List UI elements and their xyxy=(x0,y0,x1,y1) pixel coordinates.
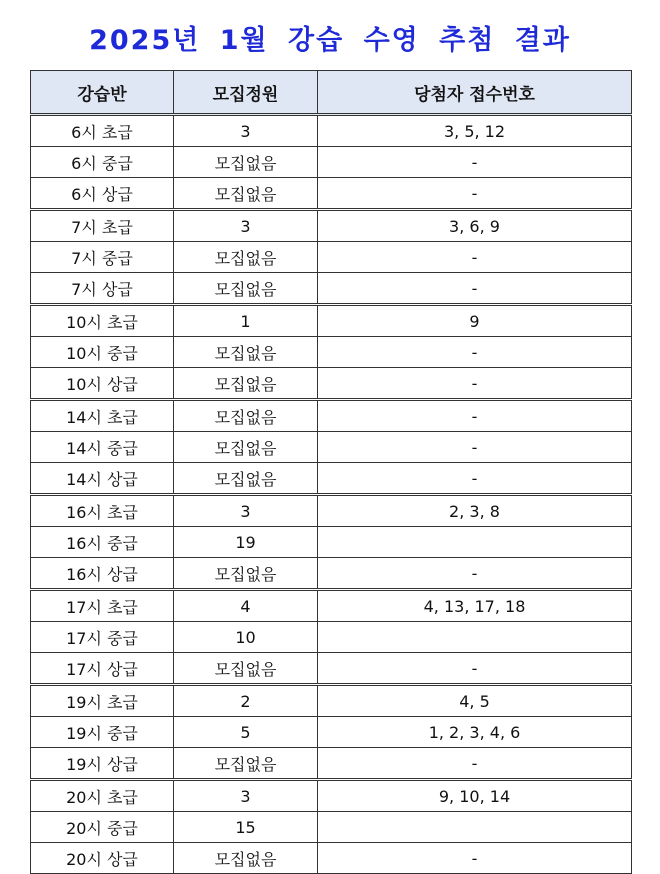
lottery-result-table xyxy=(30,70,632,874)
winners-cell: - xyxy=(318,368,632,400)
class-cell: 17시 초급 xyxy=(31,590,174,622)
table-row xyxy=(31,558,632,590)
capacity-cell: 3 xyxy=(174,210,318,242)
capacity-cell: 모집없음 xyxy=(174,748,318,780)
winners-cell: - xyxy=(318,178,632,210)
table-row xyxy=(31,463,632,495)
winners-cell: - xyxy=(318,337,632,368)
capacity-cell: 4 xyxy=(174,590,318,622)
class-cell: 17시 중급 xyxy=(31,622,174,653)
table-row xyxy=(31,780,632,812)
table-row xyxy=(31,717,632,748)
table-row xyxy=(31,305,632,337)
winners-cell: 3, 6, 9 xyxy=(318,210,632,242)
winners-cell: - xyxy=(318,653,632,685)
class-cell: 20시 중급 xyxy=(31,812,174,843)
table-row xyxy=(31,337,632,368)
class-cell: 16시 초급 xyxy=(31,495,174,527)
table-row xyxy=(31,115,632,147)
capacity-cell: 모집없음 xyxy=(174,432,318,463)
winners-cell: - xyxy=(318,400,632,432)
class-cell: 19시 중급 xyxy=(31,717,174,748)
winners-cell: 2, 3, 8 xyxy=(318,495,632,527)
class-cell: 17시 상급 xyxy=(31,653,174,685)
class-cell: 14시 중급 xyxy=(31,432,174,463)
class-cell: 19시 초급 xyxy=(31,685,174,717)
capacity-cell: 3 xyxy=(174,495,318,527)
class-cell: 20시 초급 xyxy=(31,780,174,812)
class-cell: 10시 중급 xyxy=(31,337,174,368)
class-cell: 6시 중급 xyxy=(31,147,174,178)
winners-cell xyxy=(318,812,632,843)
winners-cell: - xyxy=(318,273,632,305)
table-row xyxy=(31,843,632,874)
table-row xyxy=(31,147,632,178)
header-class: 강습반 xyxy=(31,71,174,115)
capacity-cell: 모집없음 xyxy=(174,653,318,685)
class-cell: 19시 상급 xyxy=(31,748,174,780)
winners-cell: 1, 2, 3, 4, 6 xyxy=(318,717,632,748)
capacity-cell: 모집없음 xyxy=(174,147,318,178)
capacity-cell: 모집없음 xyxy=(174,178,318,210)
winners-cell xyxy=(318,622,632,653)
table-row xyxy=(31,432,632,463)
table-row xyxy=(31,273,632,305)
winners-cell: - xyxy=(318,463,632,495)
class-cell: 10시 상급 xyxy=(31,368,174,400)
class-cell: 10시 초급 xyxy=(31,305,174,337)
table-row xyxy=(31,622,632,653)
winners-cell: - xyxy=(318,432,632,463)
capacity-cell: 1 xyxy=(174,305,318,337)
capacity-cell: 모집없음 xyxy=(174,368,318,400)
capacity-cell: 19 xyxy=(174,527,318,558)
class-cell: 7시 초급 xyxy=(31,210,174,242)
capacity-cell: 15 xyxy=(174,812,318,843)
capacity-cell: 모집없음 xyxy=(174,273,318,305)
class-cell: 16시 중급 xyxy=(31,527,174,558)
table-row xyxy=(31,495,632,527)
winners-cell: - xyxy=(318,558,632,590)
page-title: 2025년 1월 강습 수영 추첨 결과 xyxy=(89,25,571,56)
winners-cell: 3, 5, 12 xyxy=(318,115,632,147)
table-row xyxy=(31,653,632,685)
class-cell: 6시 초급 xyxy=(31,115,174,147)
winners-cell: 4, 5 xyxy=(318,685,632,717)
winners-cell: 9, 10, 14 xyxy=(318,780,632,812)
capacity-cell: 3 xyxy=(174,115,318,147)
table-row xyxy=(31,812,632,843)
table-row xyxy=(31,590,632,622)
table-row xyxy=(31,527,632,558)
table-row xyxy=(31,210,632,242)
capacity-cell: 5 xyxy=(174,717,318,748)
class-cell: 14시 상급 xyxy=(31,463,174,495)
class-cell: 20시 상급 xyxy=(31,843,174,874)
header-capacity: 모집정원 xyxy=(174,71,318,115)
table-row xyxy=(31,748,632,780)
capacity-cell: 모집없음 xyxy=(174,843,318,874)
capacity-cell: 2 xyxy=(174,685,318,717)
class-cell: 14시 초급 xyxy=(31,400,174,432)
table-header-row xyxy=(31,71,632,115)
capacity-cell: 모집없음 xyxy=(174,242,318,273)
class-cell: 6시 상급 xyxy=(31,178,174,210)
table-row xyxy=(31,685,632,717)
winners-cell: - xyxy=(318,843,632,874)
winners-cell: - xyxy=(318,748,632,780)
capacity-cell: 모집없음 xyxy=(174,400,318,432)
winners-cell xyxy=(318,527,632,558)
capacity-cell: 모집없음 xyxy=(174,463,318,495)
winners-cell: - xyxy=(318,242,632,273)
table-row xyxy=(31,368,632,400)
table-row xyxy=(31,178,632,210)
capacity-cell: 10 xyxy=(174,622,318,653)
class-cell: 16시 상급 xyxy=(31,558,174,590)
table-row xyxy=(31,400,632,432)
capacity-cell: 모집없음 xyxy=(174,558,318,590)
winners-cell: 4, 13, 17, 18 xyxy=(318,590,632,622)
header-winners: 당첨자 접수번호 xyxy=(318,71,632,115)
winners-cell: - xyxy=(318,147,632,178)
capacity-cell: 모집없음 xyxy=(174,337,318,368)
capacity-cell: 3 xyxy=(174,780,318,812)
table-row xyxy=(31,242,632,273)
class-cell: 7시 중급 xyxy=(31,242,174,273)
class-cell: 7시 상급 xyxy=(31,273,174,305)
table-body xyxy=(31,115,632,874)
winners-cell: 9 xyxy=(318,305,632,337)
